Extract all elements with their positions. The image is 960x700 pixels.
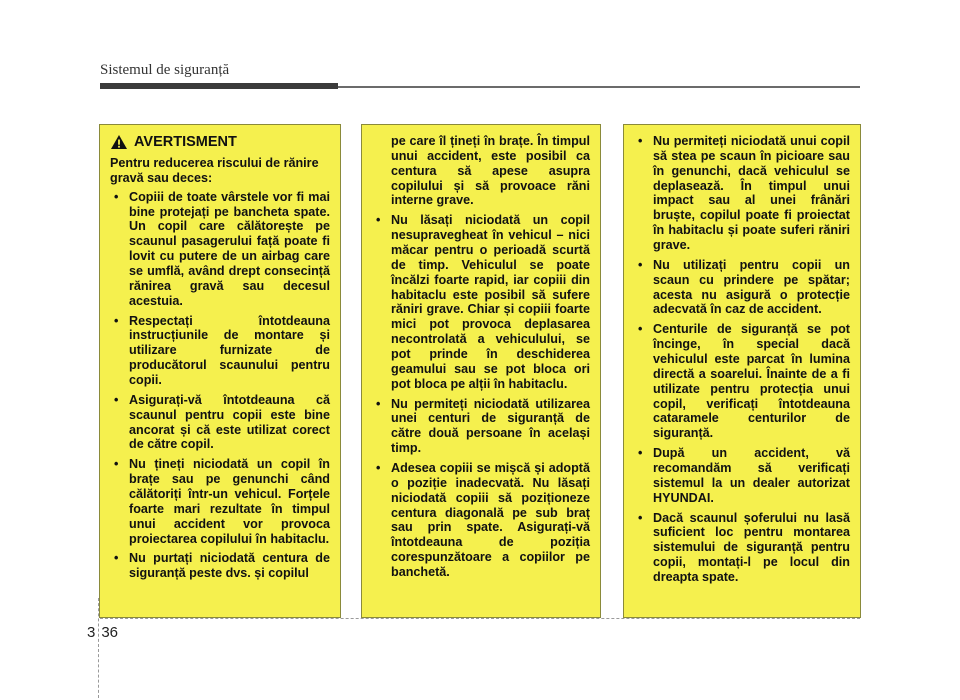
warning-heading-text: AVERTISMENT [134,134,237,150]
warning-panel-column-2 [361,124,601,618]
list-item: • Nu purtați niciodată centura de siguranță peste dvs. și copilul [114,551,330,581]
list-item: • Asigurați-vă întotdeauna că scaunul pentru copii este bine ancorat și că este utilizat corect de către copil. [114,392,330,452]
list-item: • Centurile de siguranță se pot încinge, în special dacă vehiculul este parcat în lumina directă a soarelui. Înainte de a fi utilizate pentru protecția unui copil, verificați întotdeauna cataramele centurilor de siguranță. [638,322,850,441]
warning-triangle-icon [110,134,128,150]
warning-list-column-2 [372,134,590,580]
list-item: • După un accident, vă recomandăm să verificați sistemul la un dealer autorizat HYUNDAI. [638,446,850,505]
page-number [87,624,118,641]
list-item: • Nu permiteți niciodată utilizarea unei centuri de siguranță de către două persoane în același timp. [376,396,590,456]
list-item: • Nu utilizați pentru copii un scaun cu prindere pe spătar; acesta nu asigură o protecție adecvată în caz de accident. [638,257,850,317]
page-header-title: Sistemul de siguranță [100,62,230,78]
list-item: • Adesea copiii se mișcă și adoptă o poziție inadecvată. Nu lăsați niciodată copiii să poziționeze centura diagonală pe sub braț sau prin spate. Asigurați-vă întotdeauna de poziția corespunzătoare a copiilor pe banchetă. [376,461,590,580]
warning-list-column-3 [634,134,850,585]
footer-dashed-divider [98,598,99,698]
list-item: • Nu permiteți niciodată unui copil să stea pe scaun în picioare sau în genunchi, dacă vehiculul se deplasează. În timpul unui impact sau al unei frânări bruște, copilul poate fi proiectat în habitaclu și poate suferi răniri grave. [638,134,850,253]
warning-list-column-1 [110,190,330,581]
list-item: • Nu țineți niciodată un copil în brațe sau pe genunchi când călătoriți într-un vehicul. Forțele foarte mari rezultate în timpul unui accident vor provoca proiectarea copilului în habitaclu. [114,457,330,546]
list-item: • Dacă scaunul șoferului nu lasă suficient loc pentru montarea sistemului de siguranță pentru copii, montați-l pe locul din dreapta spate. [638,510,850,585]
list-item: • Copiii de toate vârstele vor fi mai bine protejați pe bancheta spate. Un copil care călătorește pe scaunul pasagerului față poate fi lovit cu putere de un airbag care se umflă, având drept consecință rănirea gravă sau decesul acestuia. [114,189,330,308]
list-item-continuation: pe care îl țineți în brațe. În timpul unui accident, este posibil ca centura să apese asupra copilului și să provoace răni interne grave. [391,134,590,208]
warning-intro: Pentru reducerea riscului de rănire gravă sau deces: [110,156,319,185]
page-number-value: 36 [101,624,119,641]
footer-dashed-rule [100,618,860,619]
list-item: • Respectați întotdeauna instrucțiunile de montare și utilizare furnizate de producătorul scaunului pentru copii. [114,313,330,388]
warning-heading [110,134,330,150]
warning-panel-column-3 [623,124,861,618]
list-item: • Nu lăsați niciodată un copil nesupravegheat în vehicul – nici măcar pentru o perioadă scurtă de timp. Vehiculul se poate încălzi foarte rapid, iar copiii din habitaclu este posibil să sufere răniri grave. Chiar și copiii foarte mici pot provoca deplasarea necontrolată a vehiculului, se pot prinde în deschiderea geamului sau se pot bloca ori pot bloca pe alții în habitaclu. [376,213,590,391]
header-rule-thin [338,86,860,88]
warning-panel-column-1 [99,124,341,618]
header-rule-thick [100,83,338,89]
chapter-number: 3 [87,624,96,641]
